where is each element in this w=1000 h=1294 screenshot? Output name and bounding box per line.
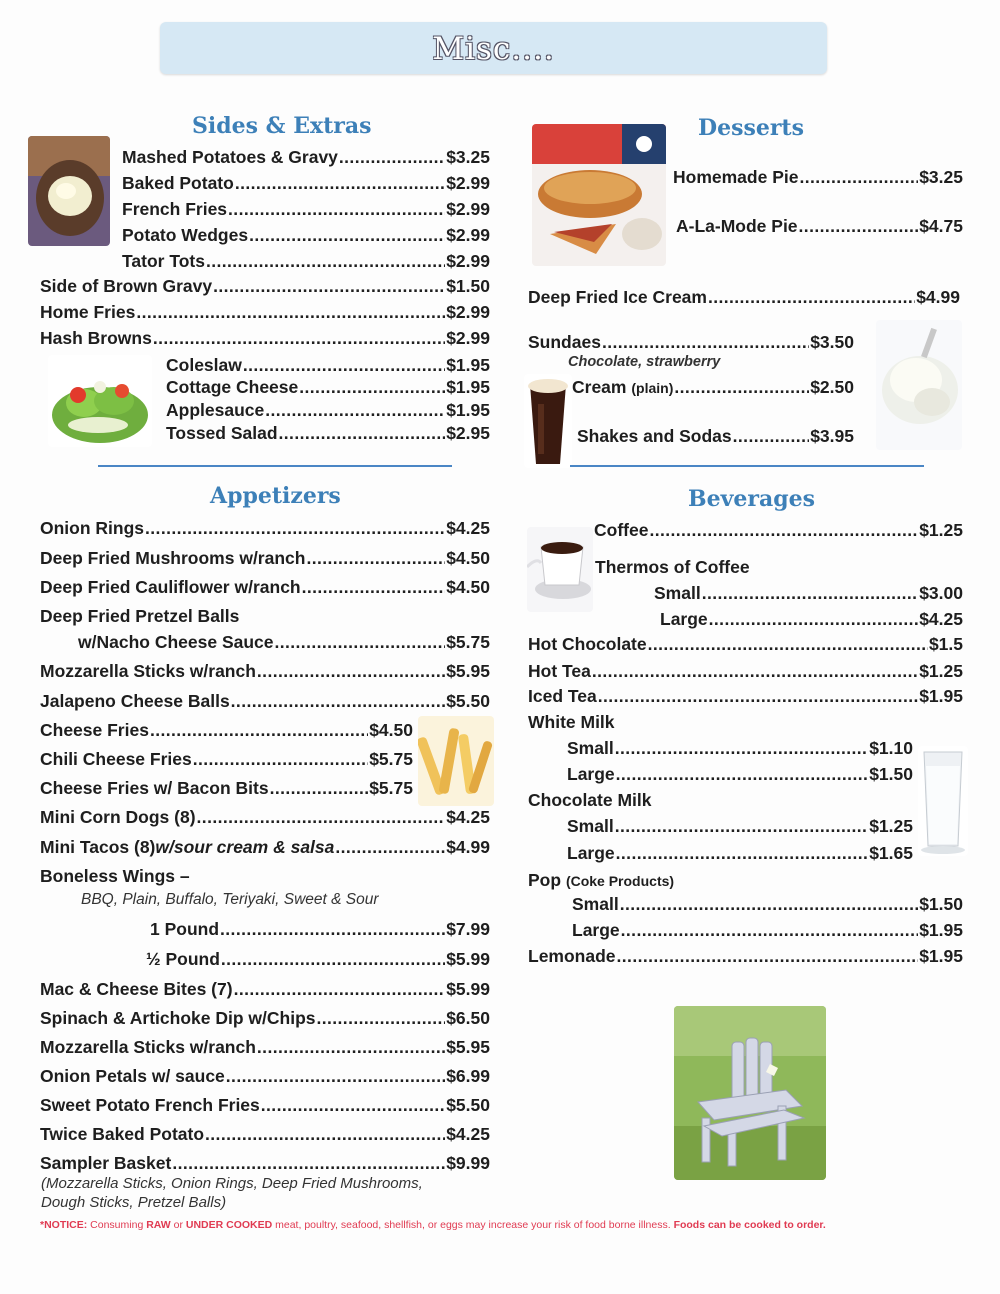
menu-item-heading: White Milk	[528, 712, 615, 732]
menu-item-heading: Thermos of Coffee	[595, 557, 750, 577]
menu-item: Lemonade ..... $1.95	[528, 946, 963, 970]
menu-item: Twice Baked Potato ..... $4.25	[40, 1124, 490, 1148]
menu-item: Coffee ..... $1.25	[594, 520, 963, 544]
menu-item: Large ..... $1.95	[572, 920, 963, 944]
menu-item: Mozzarella Sticks w/ranch ..... $5.95	[40, 1037, 490, 1061]
page-title: Misc....	[432, 31, 555, 67]
menu-item-heading: Boneless Wings –	[40, 866, 190, 886]
menu-item: Mini Corn Dogs (8) ..... $4.25	[40, 807, 490, 831]
menu-item: A-La-Mode Pie ..... $4.75	[676, 216, 963, 240]
menu-item: 1 Pound ..... $7.99	[150, 919, 490, 943]
menu-item: Sampler Basket ..... $9.99	[40, 1153, 490, 1177]
menu-item: Deep Fried Ice Cream ..... $4.99	[528, 287, 960, 311]
menu-item: Deep Fried Mushrooms w/ranch ..... $4.50	[40, 548, 490, 572]
sampler-note: (Mozzarella Sticks, Onion Rings, Deep Fried Mushrooms,	[41, 1175, 423, 1192]
menu-item: Coleslaw ..... $1.95	[166, 355, 490, 379]
appetizers-heading: Appetizers	[210, 483, 341, 509]
menu-item: ½ Pound ..... $5.99	[146, 949, 490, 973]
mashed-potatoes-photo	[28, 136, 110, 246]
menu-item-heading: Pop (Coke Products)	[528, 870, 675, 890]
menu-item: Chili Cheese Fries ..... $5.75	[40, 749, 413, 773]
menu-item: Cheese Fries ..... $4.50	[40, 720, 413, 744]
menu-item-heading: Deep Fried Pretzel Balls	[40, 606, 240, 626]
menu-item: Cream (plain) ..... $2.50	[572, 377, 854, 401]
menu-item: Large ..... $1.50	[567, 764, 913, 788]
menu-item: Jalapeno Cheese Balls ..... $5.50	[40, 691, 490, 715]
desserts-heading: Desserts	[698, 115, 804, 141]
pie-photo	[532, 124, 666, 266]
section-divider	[98, 465, 452, 467]
menu-item: Tator Tots ..... $2.99	[122, 251, 490, 275]
milk-glass-photo	[918, 746, 968, 856]
soda-photo	[524, 374, 572, 468]
menu-item: Hot Tea ..... $1.25	[528, 661, 963, 685]
menu-item: Baked Potato ..... $2.99	[122, 173, 490, 197]
menu-item: Deep Fried Cauliflower w/ranch ..... $4.50	[40, 577, 490, 601]
menu-item: Iced Tea ..... $1.95	[528, 686, 963, 710]
menu-item: Small ..... $1.10	[567, 738, 913, 762]
salad-photo	[48, 355, 152, 447]
menu-item: Spinach & Artichoke Dip w/Chips ..... $6.50	[40, 1008, 490, 1032]
sundae-flavors: Chocolate, strawberry	[568, 354, 721, 370]
menu-item: Large ..... $4.25	[660, 609, 963, 633]
menu-item: Tossed Salad ..... $2.95	[166, 423, 490, 447]
menu-item: Small ..... $1.25	[567, 816, 913, 840]
wings-flavors: BBQ, Plain, Buffalo, Teriyaki, Sweet & Sour	[81, 891, 379, 908]
menu-item: Mashed Potatoes & Gravy ..... $3.25	[122, 147, 490, 171]
beverages-heading: Beverages	[688, 486, 815, 512]
menu-item: Small ..... $1.50	[572, 894, 963, 918]
menu-item: Small ..... $3.00	[654, 583, 963, 607]
menu-item: w/Nacho Cheese Sauce ..... $5.75	[78, 632, 490, 656]
title-banner	[160, 22, 827, 74]
sides-heading: Sides & Extras	[192, 113, 372, 139]
menu-item-heading: Chocolate Milk	[528, 790, 652, 810]
menu-item: Mac & Cheese Bites (7) ..... $5.99	[40, 979, 490, 1003]
menu-item: Potato Wedges ..... $2.99	[122, 225, 490, 249]
menu-item: Hot Chocolate ..... $1.5	[528, 634, 963, 658]
food-safety-notice: *NOTICE: Consuming RAW or UNDER COOKED meat, poultry, seafood, shellfish, or eggs may increase your risk of food borne illness. Foods can be cooked to order.	[40, 1219, 826, 1231]
menu-item: Sundaes ..... $3.50	[528, 332, 854, 356]
menu-item: Mini Tacos (8) w/sour cream & salsa ..... $4.99	[40, 837, 490, 861]
menu-item: Home Fries ..... $2.99	[40, 302, 490, 326]
fries-photo	[418, 716, 494, 806]
sundae-photo	[876, 320, 962, 450]
menu-item: Sweet Potato French Fries ..... $5.50	[40, 1095, 490, 1119]
menu-item: Large ..... $1.65	[567, 843, 913, 867]
menu-item: Homemade Pie ..... $3.25	[673, 167, 963, 191]
adirondack-chair-photo	[674, 1006, 826, 1180]
menu-item: Side of Brown Gravy ..... $1.50	[40, 276, 490, 300]
menu-item: French Fries ..... $2.99	[122, 199, 490, 223]
menu-item: Applesauce ..... $1.95	[166, 400, 490, 424]
menu-item: Cheese Fries w/ Bacon Bits ..... $5.75	[40, 778, 413, 802]
menu-item: Onion Petals w/ sauce ..... $6.99	[40, 1066, 490, 1090]
menu-item: Cottage Cheese ..... $1.95	[166, 377, 490, 401]
menu-item: Onion Rings ..... $4.25	[40, 518, 490, 542]
menu-item: Hash Browns ..... $2.99	[40, 328, 490, 352]
section-divider	[570, 465, 924, 467]
menu-item: Mozzarella Sticks w/ranch ..... $5.95	[40, 661, 490, 685]
menu-item: Shakes and Sodas ..... $3.95	[577, 426, 854, 450]
sampler-note: Dough Sticks, Pretzel Balls)	[41, 1194, 227, 1211]
coffee-photo	[527, 527, 593, 612]
